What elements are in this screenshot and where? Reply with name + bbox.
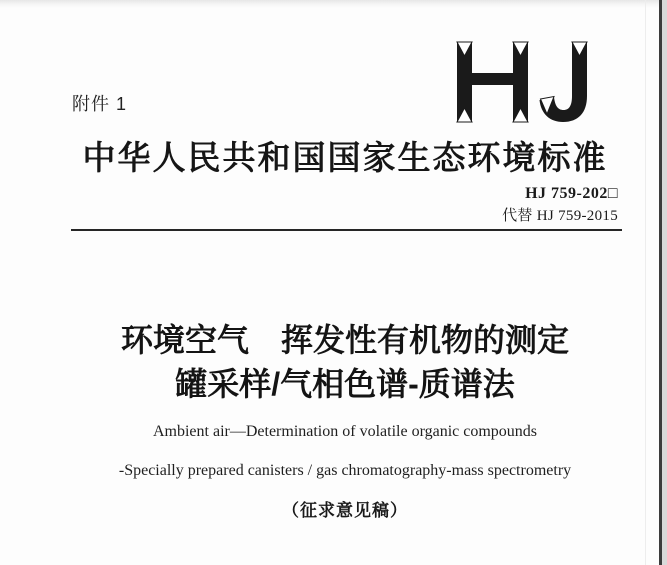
title-english-line2: -Specially prepared canisters / gas chromatography-mass spectrometry — [118, 462, 572, 479]
national-standard-heading: 中华人民共和国国家生态环境标准 — [82, 141, 608, 177]
title-cn-line1: 环境空气 挥发性有机物的测定 — [120, 322, 569, 358]
title-cn-line2: 罐采样/气相色谱-质谱法 — [175, 366, 515, 402]
header-rule — [71, 229, 622, 231]
standard-number: HJ 759-202□ — [525, 185, 618, 202]
scan-edge-strip — [662, 0, 667, 565]
title-chinese — [23, 318, 667, 406]
attachment-label: 附件 1 — [72, 94, 128, 114]
scan-page-edge-line — [645, 0, 646, 565]
scan-top-shade — [0, 0, 667, 8]
replaces-note: 代替 HJ 759-2015 — [502, 208, 618, 224]
hj-logo-icon — [455, 40, 589, 124]
title-english-line1: Ambient air—Determination of volatile organic compounds — [152, 423, 538, 440]
draft-status-note: （征求意见稿） — [282, 501, 408, 520]
standard-number-block — [502, 184, 618, 226]
